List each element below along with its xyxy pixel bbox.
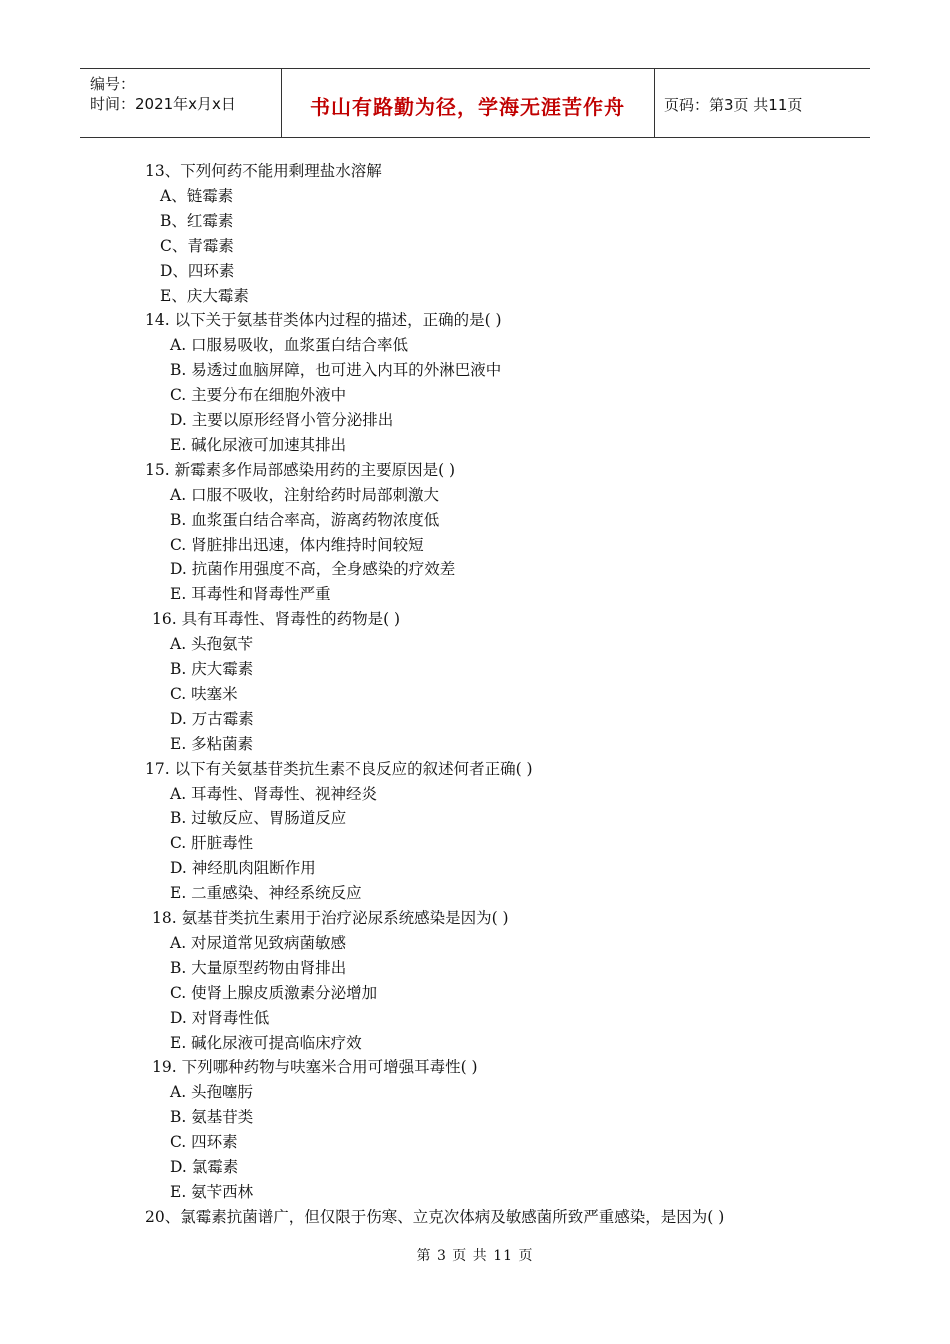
question-stem: 15. 新霉素多作局部感染用药的主要原因是( ) — [145, 460, 456, 479]
answer-option: A. 头孢噻肟 — [170, 1083, 254, 1102]
answer-option: B. 过敏反应、胃肠道反应 — [170, 809, 347, 828]
answer-option: B. 氨基苷类 — [170, 1108, 254, 1127]
header-page-label: 页码：第3页 共11页 — [664, 96, 803, 114]
header-motto-cell — [281, 69, 655, 137]
question-stem: 14. 以下关于氨基苷类体内过程的描述，正确的是( ) — [145, 311, 502, 330]
answer-option: E. 碱化尿液可提高临床疗效 — [170, 1033, 362, 1052]
answer-option: D. 主要以原形经肾小管分泌排出 — [170, 411, 394, 429]
answer-option: A. 头孢氨苄 — [170, 635, 254, 654]
answer-option: A. 耳毒性、肾毒性、视神经炎 — [170, 784, 378, 803]
question-stem: 16. 具有耳毒性、肾毒性的药物是( ) — [152, 610, 401, 629]
answer-option: C、青霉素 — [160, 236, 234, 255]
answer-option: B. 易透过血脑屏障，也可进入内耳的外淋巴液中 — [170, 361, 502, 380]
header-page-cell — [654, 69, 870, 137]
answer-option: D. 对肾毒性低 — [170, 1008, 270, 1027]
answer-option: C. 四环素 — [170, 1133, 238, 1152]
answer-option: E. 多粘菌素 — [170, 734, 254, 753]
header-info-cell — [80, 69, 282, 137]
answer-option: B. 大量原型药物由肾排出 — [170, 958, 347, 977]
question-stem: 17. 以下有关氨基苷类抗生素不良反应的叙述何者正确( ) — [145, 759, 533, 778]
page-header — [80, 68, 870, 138]
question-stem: 13、下列何药不能用剩理盐水溶解 — [145, 162, 382, 180]
header-code-label: 编号： — [90, 75, 136, 93]
header-time-label: 时间：2021年x月x日 — [90, 95, 236, 113]
answer-option: A. 口服易吸收，血浆蛋白结合率低 — [170, 336, 409, 355]
answer-option: D. 万古霉素 — [170, 709, 254, 728]
answer-option: A. 口服不吸收，注射给药时局部刺激大 — [170, 485, 440, 504]
answer-option: E. 碱化尿液可加速其排出 — [170, 435, 347, 454]
page-footer: 第 3 页 共 11 页 — [416, 1248, 534, 1264]
question-stem: 18. 氨基苷类抗生素用于治疗泌尿系统感染是因为( ) — [152, 909, 509, 927]
answer-option: D. 氯霉素 — [170, 1158, 239, 1176]
answer-option: E、庆大霉素 — [160, 286, 249, 305]
answer-option: C. 主要分布在细胞外液中 — [170, 386, 347, 405]
answer-option: C. 肾脏排出迅速，体内维持时间较短 — [170, 535, 424, 554]
answer-option: A、链霉素 — [160, 186, 234, 205]
question-stem: 20、氯霉素抗菌谱广，但仅限于伤寒、立克次体病及敏感菌所致严重感染，是因为( ) — [145, 1207, 725, 1226]
answer-option: B. 庆大霉素 — [170, 660, 254, 678]
answer-option: E. 氨苄西林 — [170, 1182, 254, 1201]
answer-option: B、红霉素 — [160, 211, 234, 230]
header-motto: 书山有路勤为径，学海无涯苦作舟 — [310, 95, 625, 119]
answer-option: D. 抗菌作用强度不高，全身感染的疗效差 — [170, 560, 456, 579]
answer-option: D. 神经肌肉阻断作用 — [170, 859, 316, 878]
answer-option: A. 对尿道常见致病菌敏感 — [170, 933, 347, 952]
answer-option: E. 二重感染、神经系统反应 — [170, 884, 362, 903]
question-stem: 19. 下列哪种药物与呋塞米合用可增强耳毒性( ) — [152, 1058, 478, 1077]
answer-option: C. 呋塞米 — [170, 684, 238, 703]
answer-option: E. 耳毒性和肾毒性严重 — [170, 585, 331, 604]
answer-option: B. 血浆蛋白结合率高，游离药物浓度低 — [170, 510, 440, 529]
answer-option: C. 使肾上腺皮质激素分泌增加 — [170, 983, 378, 1002]
answer-option: C. 肝脏毒性 — [170, 834, 254, 853]
answer-option: D、四环素 — [160, 261, 235, 280]
